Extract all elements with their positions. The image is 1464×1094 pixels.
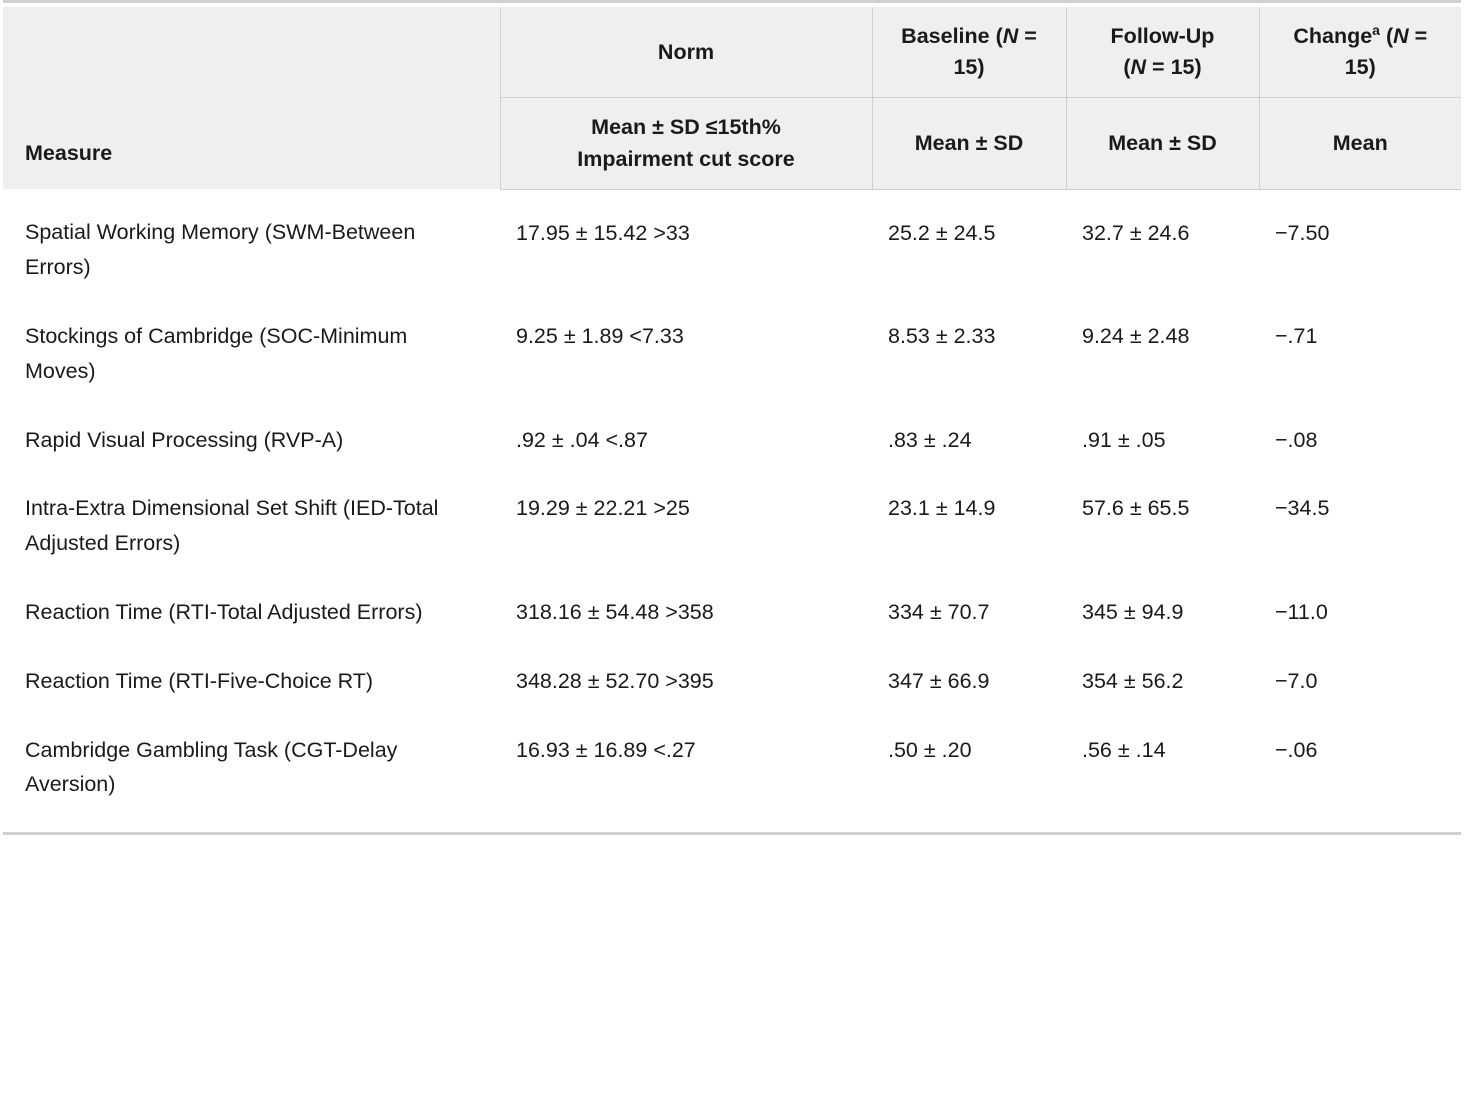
cell-followup: 354 ± 56.2 (1066, 648, 1259, 717)
cell-norm: .92 ± .04 <.87 (500, 407, 872, 476)
header-followup: Follow-Up (N = 15) (1066, 7, 1259, 98)
table-row (3, 407, 1461, 476)
header-baseline-pre: Baseline ( (901, 24, 1003, 48)
cell-change: −11.0 (1259, 579, 1461, 648)
header-change-n: N (1393, 24, 1409, 48)
table-row (3, 717, 1461, 833)
cell-change: −.06 (1259, 717, 1461, 833)
neuropsych-results-table (3, 7, 1461, 832)
cell-measure: Spatial Working Memory (SWM-Between Errors) (3, 189, 500, 303)
header-norm-sub-line2: Impairment cut score (577, 146, 795, 171)
cell-baseline: 25.2 ± 24.5 (872, 189, 1066, 303)
cell-measure: Reaction Time (RTI-Total Adjusted Errors) (3, 579, 500, 648)
cell-measure: Reaction Time (RTI-Five-Choice RT) (3, 648, 500, 717)
header-norm-sub (500, 98, 872, 189)
cell-norm: 348.28 ± 52.70 >395 (500, 648, 872, 717)
header-followup-n: N (1130, 55, 1147, 80)
header-followup-post: = 15) (1146, 55, 1202, 80)
header-change-footnote-marker: a (1372, 21, 1380, 38)
cell-change: −34.5 (1259, 475, 1461, 579)
cell-norm: 318.16 ± 54.48 >358 (500, 579, 872, 648)
header-baseline-post: = 15) (953, 24, 1037, 80)
cell-measure: Stockings of Cambridge (SOC-Minimum Moves) (3, 303, 500, 407)
cell-norm: 17.95 ± 15.42 >33 (500, 189, 872, 303)
table-row (3, 648, 1461, 717)
cell-measure: Rapid Visual Processing (RVP-A) (3, 407, 500, 476)
header-baseline-sub (872, 98, 1066, 189)
header-change (1259, 7, 1461, 98)
header-norm-label: Norm (657, 39, 715, 64)
cell-baseline: .50 ± .20 (872, 717, 1066, 833)
table-row (3, 303, 1461, 407)
cell-norm: 16.93 ± 16.89 <.27 (500, 717, 872, 833)
cell-baseline: 8.53 ± 2.33 (872, 303, 1066, 407)
cell-followup: 9.24 ± 2.48 (1066, 303, 1259, 407)
header-followup-pre: Follow-Up (1110, 24, 1215, 48)
cell-change: −.71 (1259, 303, 1461, 407)
cell-baseline: 23.1 ± 14.9 (872, 475, 1066, 579)
table-row (3, 579, 1461, 648)
cell-baseline: 347 ± 66.9 (872, 648, 1066, 717)
header-norm (500, 7, 872, 98)
cell-followup: .91 ± .05 (1066, 407, 1259, 476)
cell-followup: 345 ± 94.9 (1066, 579, 1259, 648)
table-header (3, 7, 1461, 189)
header-row-group (3, 7, 1461, 98)
header-change-sub-label: Mean (1332, 130, 1388, 155)
header-baseline-n: N (1002, 24, 1019, 48)
header-norm-sub-line1: Mean ± SD ≤15th% (591, 115, 781, 140)
cell-change: −7.0 (1259, 648, 1461, 717)
cell-followup: .56 ± .14 (1066, 717, 1259, 833)
table-row (3, 189, 1461, 303)
header-measure (3, 7, 500, 189)
table-row (3, 475, 1461, 579)
cell-measure: Intra-Extra Dimensional Set Shift (IED-Total Adjusted Errors) (3, 475, 500, 579)
cell-change: −7.50 (1259, 189, 1461, 303)
cell-norm: 9.25 ± 1.89 <7.33 (500, 303, 872, 407)
cell-baseline: 334 ± 70.7 (872, 579, 1066, 648)
cell-change: −.08 (1259, 407, 1461, 476)
header-followup-sub (1066, 98, 1259, 189)
table-body (3, 189, 1461, 832)
header-measure-label: Measure (25, 141, 113, 166)
cell-baseline: .83 ± .24 (872, 407, 1066, 476)
table-top-rule (3, 0, 1461, 3)
header-change-post: = 15) (1344, 24, 1428, 80)
cell-followup: 32.7 ± 24.6 (1066, 189, 1259, 303)
header-change-mid: ( (1379, 24, 1394, 48)
header-baseline-sub-label: Mean ± SD (914, 130, 1024, 155)
header-change-sub (1259, 98, 1461, 189)
cell-norm: 19.29 ± 22.21 >25 (500, 475, 872, 579)
table-bottom-rule (3, 832, 1461, 835)
cell-measure: Cambridge Gambling Task (CGT-Delay Aversion) (3, 717, 500, 833)
header-followup-sub-label: Mean ± SD (1108, 130, 1217, 155)
cell-followup: 57.6 ± 65.5 (1066, 475, 1259, 579)
header-baseline (872, 7, 1066, 98)
header-change-pre: Change (1293, 24, 1373, 48)
